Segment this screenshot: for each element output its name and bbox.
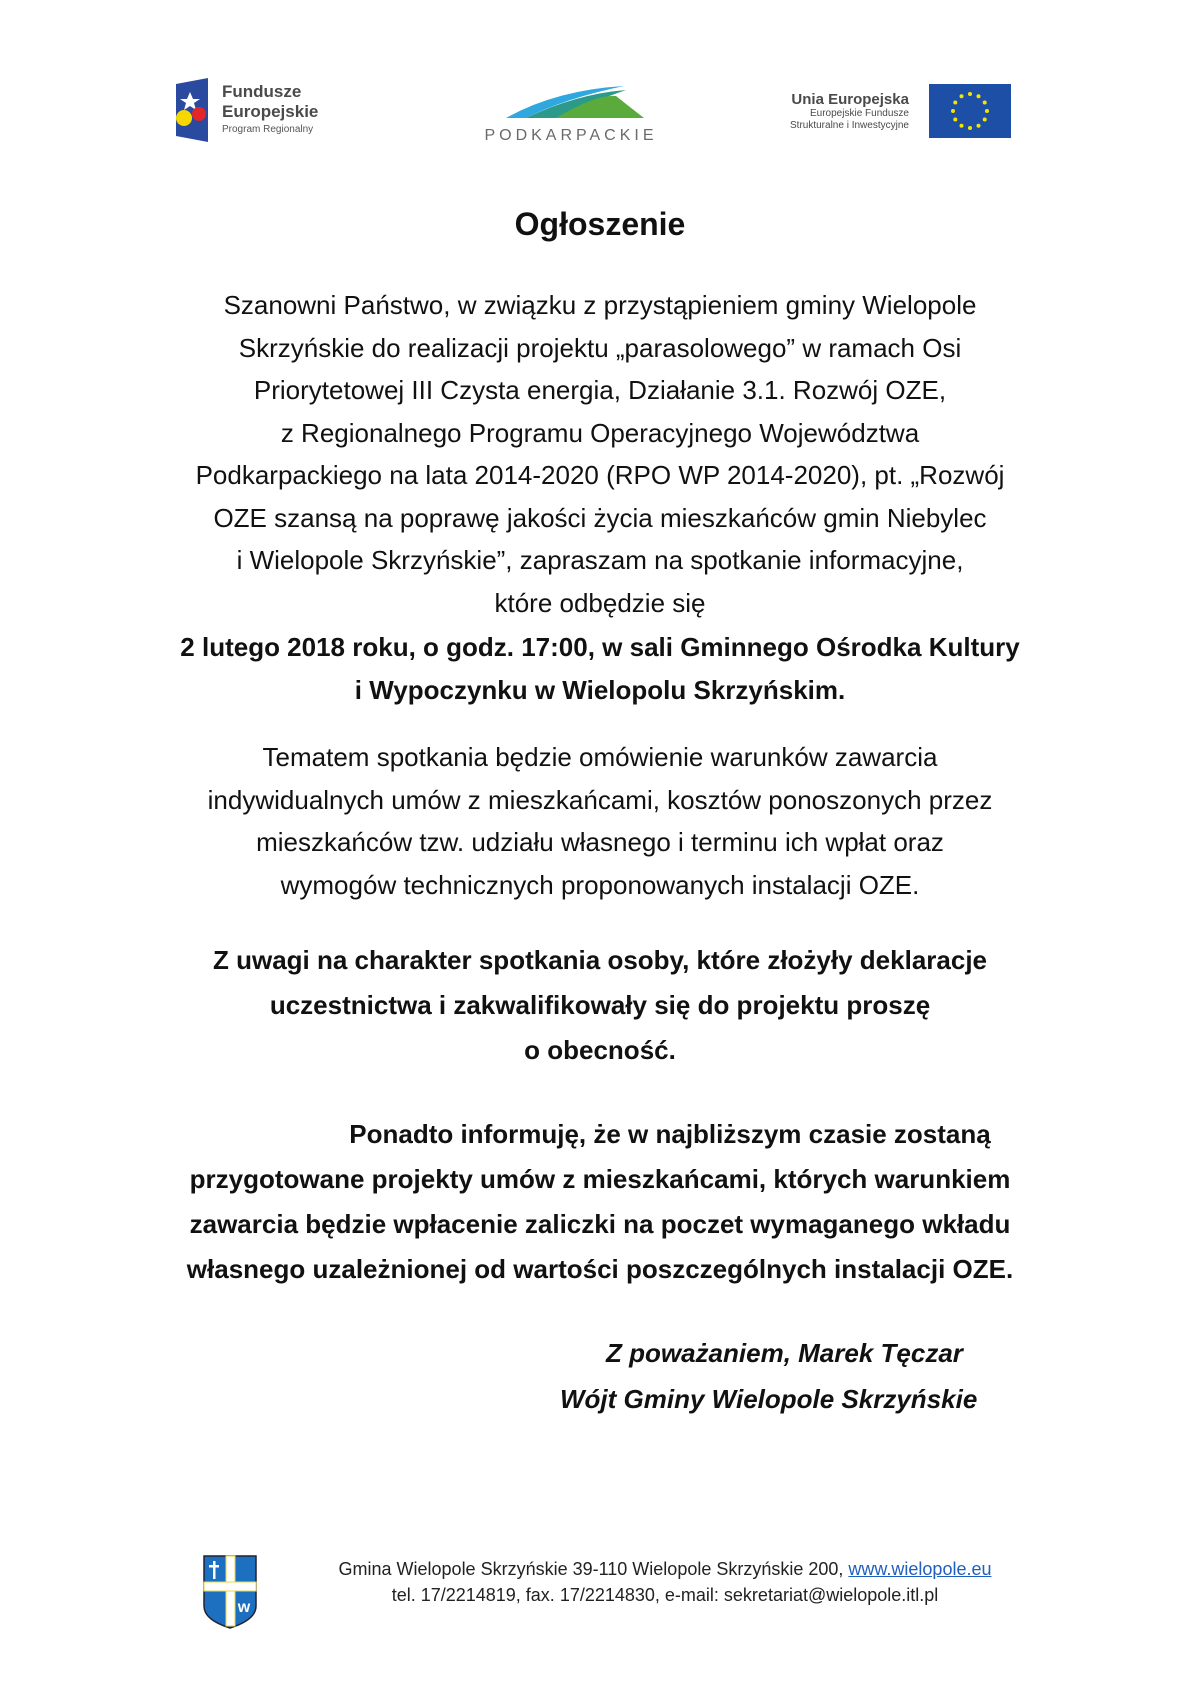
fe-line1: Fundusze xyxy=(222,82,302,101)
footer-address: Gmina Wielopole Skrzyńskie 39-110 Wielopole Skrzyńskie 200, xyxy=(338,1559,849,1579)
text-line: Tematem spotkania będzie omówienie warunków zawarcia xyxy=(262,742,938,772)
footer xyxy=(190,1548,1060,1638)
eu-star xyxy=(959,124,963,128)
fe-flag-icon xyxy=(172,78,212,142)
paragraph-attendance xyxy=(140,938,1060,1073)
text-line: Priorytetowej III Czysta energia, Działanie 3.1. Rozwój OZE, xyxy=(253,375,947,405)
ue-line3: Strukturalne i Inwestycyjne xyxy=(790,119,909,131)
text-line: indywidualnych umów z mieszkańcami, kosztów ponoszonych przez xyxy=(207,784,993,815)
signature xyxy=(560,1330,1020,1422)
ue-line2: Europejskie Fundusze xyxy=(810,107,909,119)
fe-line3: Program Regionalny xyxy=(222,124,314,135)
paragraph-topic xyxy=(140,736,1060,906)
text-line: własnego uzależnionej od wartości poszczególnych instalacji OZE. xyxy=(186,1254,1014,1284)
eu-star xyxy=(985,109,989,113)
eu-star xyxy=(976,94,980,98)
podkarpackie-logo xyxy=(476,84,666,145)
website-link[interactable]: www.wielopole.eu xyxy=(848,1559,992,1579)
text-line: przygotowane projekty umów z mieszkańcami, których warunkiem xyxy=(189,1164,1011,1194)
text-line: 2 lutego 2018 roku, o godz. 17:00, w sali Gminnego Ośrodka Kultury xyxy=(180,632,1020,662)
eu-star xyxy=(976,124,980,128)
eu-flag-icon xyxy=(929,84,1011,138)
paragraph-meeting-details xyxy=(140,626,1060,711)
text-line: Podkarpackiego na lata 2014-2020 (RPO WP 2014-2020), pt. „Rozwój xyxy=(195,460,1005,490)
text-line: wymogów technicznych proponowanych instalacji OZE. xyxy=(280,869,920,900)
text-line: z Regionalnego Programu Operacyjnego Województwa xyxy=(280,417,920,448)
eu-star xyxy=(953,118,957,122)
text-line: które odbędzie się xyxy=(494,587,706,618)
text-line: i Wielopole Skrzyńskie”, zapraszam na spotkanie informacyjne, xyxy=(236,545,964,575)
eu-star xyxy=(968,126,972,130)
podkarpackie-word: PODKARPACKIE xyxy=(484,127,658,144)
text-line: Z uwagi na charakter spotkania osoby, które złożyły deklaracje xyxy=(212,945,988,975)
paragraph-invitation xyxy=(140,284,1060,624)
signature-line1: Z poważaniem, Marek Tęczar xyxy=(606,1338,963,1368)
text-line: zawarcia będzie wpłacenie zaliczki na poczet wymaganego wkładu xyxy=(189,1209,1011,1239)
header-logos xyxy=(0,74,1200,154)
unia-europejska-logo xyxy=(790,84,1011,138)
fundusze-europejskie-logo xyxy=(172,78,318,142)
text-line: uczestnictwa i zakwalifikowały się do projektu proszę xyxy=(269,990,931,1020)
svg-text:w: w xyxy=(237,1599,251,1616)
podkarpackie-hills-icon xyxy=(496,84,646,120)
text-line: Skrzyńskie do realizacji projektu „parasolowego” w ramach Osi xyxy=(238,332,962,363)
eu-star xyxy=(983,118,987,122)
text-line: Szanowni Państwo, w związku z przystąpieniem gminy Wielopole xyxy=(223,290,977,320)
eu-star xyxy=(953,101,957,105)
eu-star xyxy=(959,94,963,98)
text-line: mieszkańców tzw. udziału własnego i terminu ich wpłat oraz xyxy=(256,827,944,857)
footer-contact: tel. 17/2214819, fax. 17/2214830, e-mail: sekretariat@wielopole.itl.pl xyxy=(391,1585,939,1605)
eu-star xyxy=(983,101,987,105)
text-line: OZE szansą na poprawę jakości życia mieszkańców gmin Niebylec xyxy=(213,502,987,533)
ue-line1: Unia Europejska xyxy=(791,90,909,108)
text-line: o obecność. xyxy=(524,1035,676,1065)
page-title: Ogłoszenie xyxy=(514,206,686,242)
text-line: Ponadto informuję, że w najbliższym czasie zostaną xyxy=(349,1119,991,1149)
paragraph-contracts xyxy=(140,1112,1060,1292)
eu-star xyxy=(968,92,972,96)
fe-line2: Europejskie xyxy=(222,102,319,121)
text-line: i Wypoczynku w Wielopolu Skrzyńskim. xyxy=(354,674,846,705)
coat-of-arms-icon xyxy=(202,1554,258,1630)
eu-star xyxy=(951,109,955,113)
footer-address-line xyxy=(280,1556,1050,1582)
signature-line2: Wójt Gminy Wielopole Skrzyńskie xyxy=(560,1384,978,1414)
